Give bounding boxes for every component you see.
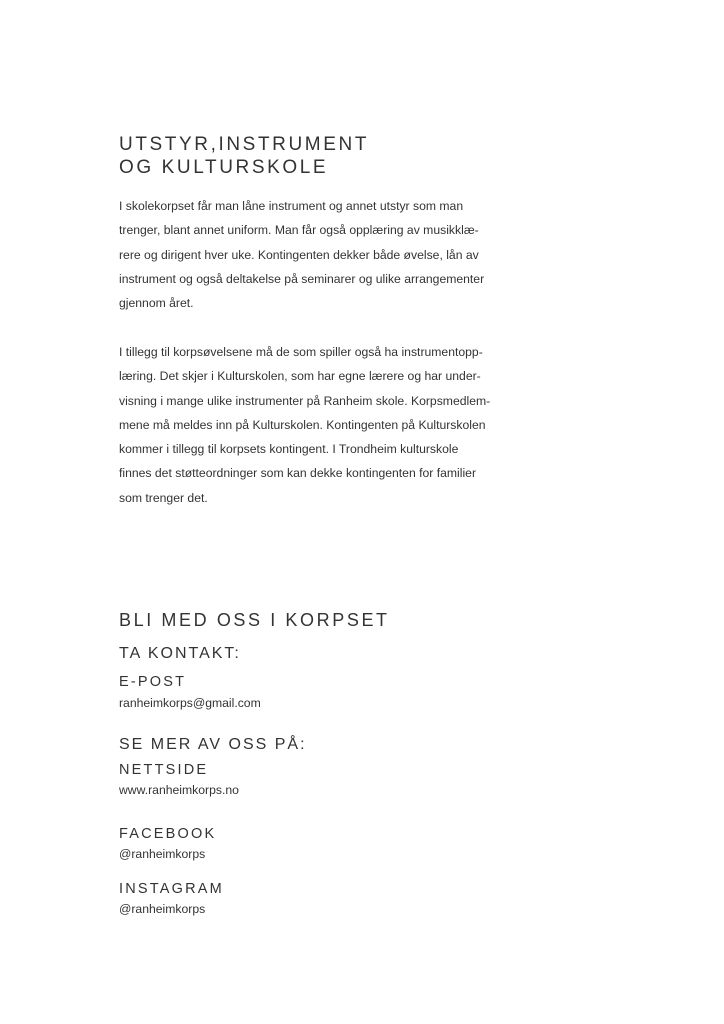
equipment-heading-line-2: OG KULTURSKOLE	[119, 157, 329, 178]
email-label: E-POST	[119, 674, 187, 690]
equipment-heading	[119, 133, 369, 179]
paragraph-line: I skolekorpset får man låne instrument og annet utstyr som man	[119, 199, 464, 213]
facebook-label: FACEBOOK	[119, 826, 217, 842]
website-label: NETTSIDE	[119, 762, 209, 778]
see-more-heading: SE MER AV OSS PÅ:	[119, 736, 307, 753]
paragraph-line: finnes det støtteordninger som kan dekke kontingenten for familier	[119, 466, 477, 481]
join-heading: BLI MED OSS I KORPSET	[119, 610, 390, 630]
instagram-label: INSTAGRAM	[119, 881, 224, 897]
paragraph-line: trenger, blant annet uniform. Man får også opplæring av musikklæ-	[119, 223, 479, 238]
paragraph-line: mene må meldes inn på Kulturskolen. Kontingenten på Kulturskolen	[119, 417, 486, 432]
paragraph-line: kommer i tillegg til korpsets kontingent. I Trondheim kulturskole	[119, 442, 459, 457]
contact-heading: TA KONTAKT:	[119, 645, 241, 662]
paragraph-line: visning i mange ulike instrumenter på Ranheim skole. Korpsmedlem-	[119, 393, 491, 408]
paragraph-line: rere og dirigent hver uke. Kontingenten dekker både øvelse, lån av	[119, 247, 479, 262]
paragraph-line: I tillegg til korpsøvelsene må de som spiller også ha instrumentopp-	[119, 345, 483, 359]
equipment-heading-line-1: UTSTYR,INSTRUMENT	[119, 134, 370, 155]
paragraph-line: som trenger det.	[119, 490, 208, 505]
paragraph-line: læring. Det skjer i Kulturskolen, som har egne lærere og har under-	[119, 369, 481, 384]
equipment-paragraph-2	[119, 340, 539, 510]
paragraph-line: instrument og også deltakelse på seminarer og ulike arrangementer	[119, 271, 485, 286]
paragraph-line: gjennom året.	[119, 296, 194, 311]
facebook-link[interactable]: @ranheimkorps	[119, 847, 206, 861]
email-link[interactable]: ranheimkorps@gmail.com	[119, 696, 261, 710]
equipment-paragraph-1	[119, 194, 539, 315]
instagram-link[interactable]: @ranheimkorps	[119, 902, 206, 916]
website-link[interactable]: www.ranheimkorps.no	[119, 783, 239, 797]
